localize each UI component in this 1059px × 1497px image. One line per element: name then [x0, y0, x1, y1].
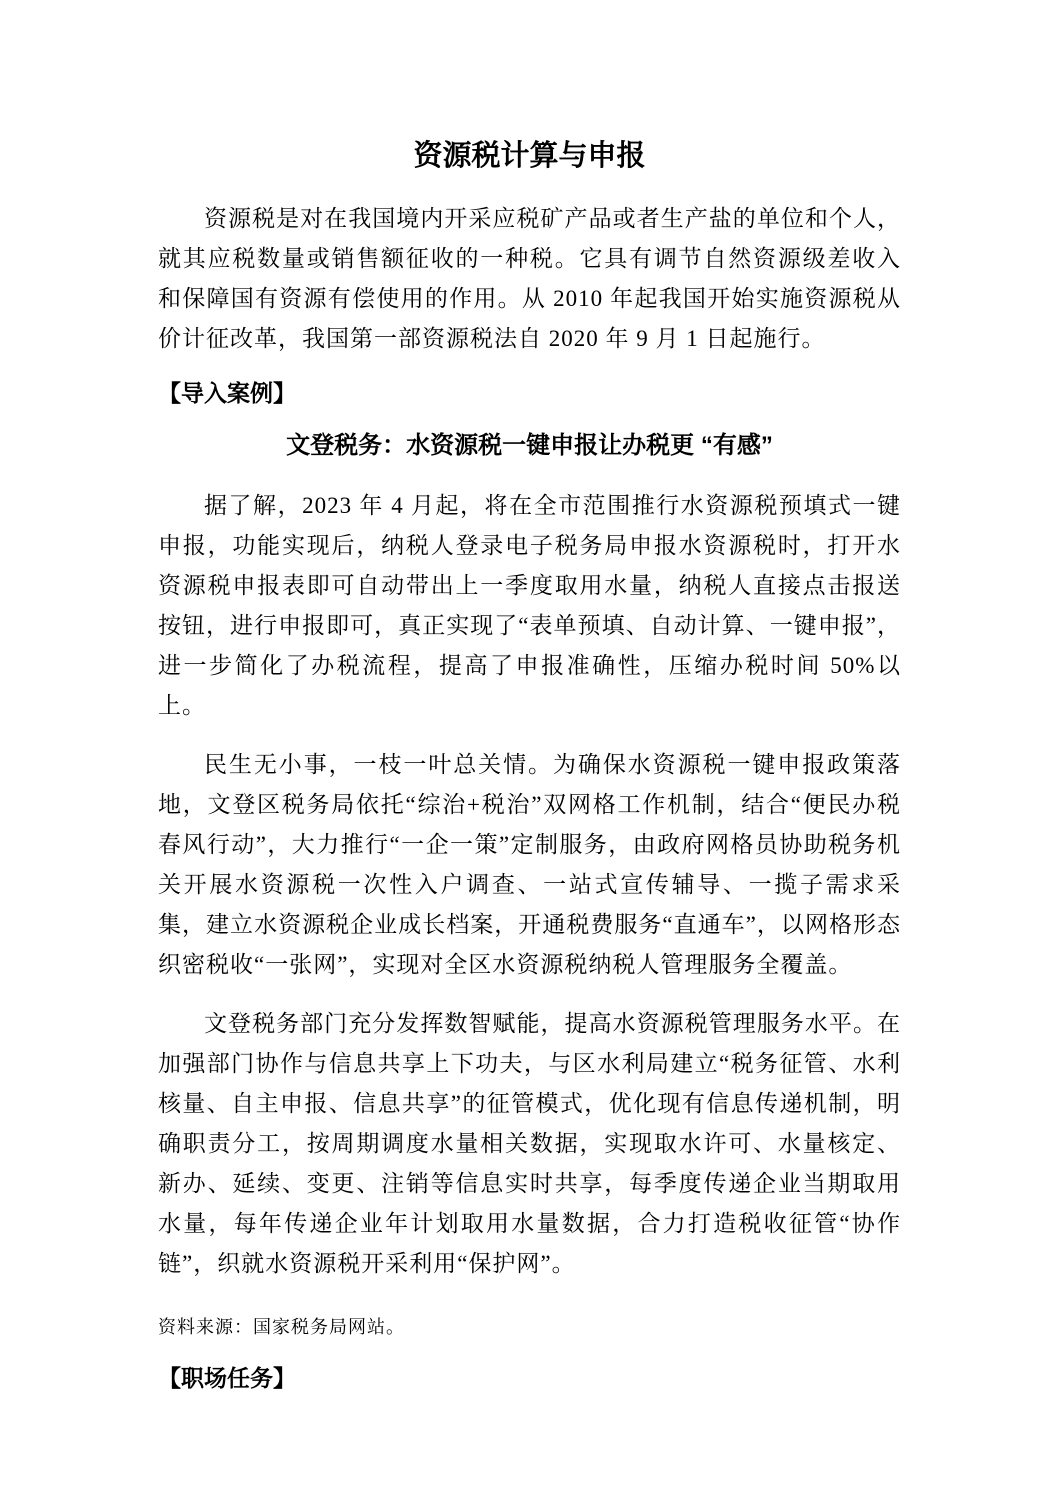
section-heading-case: 【导入案例】	[158, 380, 296, 406]
case-paragraph-1: 据了解，2023 年 4 月起，将在全市范围推行水资源税预填式一键申报，功能实现后，纳税人登录电子税务局申报水资源税时，打开水资源税申报表即可自动带出上一季度取用水量，纳税人直接点击报送按钮，进行申报即可，真正实现了“表单预填、自动计算、一键申报”，进一步简化了办税流程，提高了申报准确性，压缩办税时间 50%以上。	[158, 493, 901, 718]
case-paragraph-2: 民生无小事，一枝一叶总关情。为确保水资源税一键申报政策落地，文登区税务局依托“综治+税治”双网格工作机制，结合“便民办税春风行动”，大力推行“一企一策”定制服务，由政府网格员协助税务机关开展水资源税一次性入户调查、一站式宣传辅导、一揽子需求采集，建立水资源税企业成长档案，开通税费服务“直通车”，以网格形态织密税收“一张网”，实现对全区水资源税纳税人管理服务全覆盖。	[158, 752, 901, 977]
page-title: 资源税计算与申报	[413, 140, 646, 172]
intro-paragraph: 资源税是对在我国境内开采应税矿产品或者生产盐的单位和个人，就其应税数量或销售额征收的一种税。它具有调节自然资源级差收入和保障国有资源有偿使用的作用。从 2010 年起我国开始实施资源税从价计征改革，我国第一部资源税法自 2020 年 9 月 1 日起施行。	[158, 206, 901, 351]
section-heading-task: 【职场任务】	[158, 1365, 296, 1391]
case-paragraph-3: 文登税务部门充分发挥数智赋能，提高水资源税管理服务水平。在加强部门协作与信息共享上下功夫，与区水利局建立“税务征管、水利核量、自主申报、信息共享”的征管模式，优化现有信息传递机制，明确职责分工，按周期调度水量相关数据，实现取水许可、水量核定、新办、延续、变更、注销等信息实时共享，每季度传递企业当期取用水量，每年传递企业年计划取用水量数据，合力打造税收征管“协作链”，织就水资源税开采利用“保护网”。	[158, 1011, 901, 1276]
case-article-title: 文登税务：水资源税一键申报让办税更 “有感”	[286, 432, 773, 459]
source-note: 资料来源：国家税务局网站。	[158, 1317, 405, 1337]
